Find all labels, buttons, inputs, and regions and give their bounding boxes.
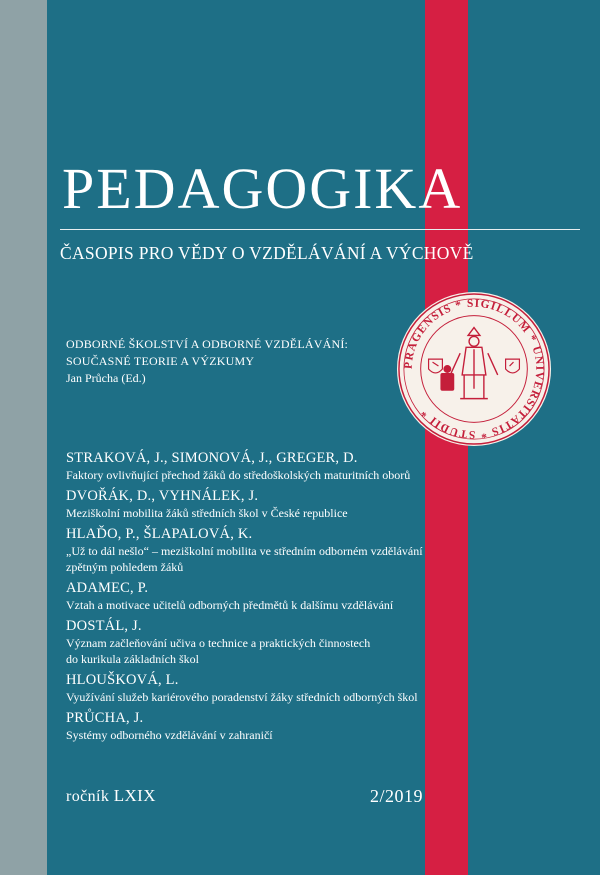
issue-theme (66, 336, 348, 387)
journal-title: PEDAGOGIKA (62, 156, 463, 221)
toc-title: Faktory ovlivňující přechod žáků do středoškolských maturitních oborů (66, 468, 411, 482)
svg-text:PRAGENSIS * SIGILLUM * UNIVERS: PRAGENSIS * SIGILLUM * UNIVERSITATIS * STUDII * (402, 297, 546, 441)
toc-entry (66, 579, 446, 613)
theme-line-1: ODBORNÉ ŠKOLSTVÍ A ODBORNÉ VZDĚLÁVÁNÍ: (66, 337, 349, 351)
toc-entry (66, 487, 446, 521)
toc-title: Vztah a motivace učitelů odborných předmětů k dalšímu vzdělávání (66, 598, 394, 612)
journal-subtitle: ČASOPIS PRO VĚDY O VZDĚLÁVÁNÍ A VÝCHOVĚ (60, 243, 474, 263)
toc-title: „Už to dál nešlo“ – meziškolní mobilita ve středním odborném vzdělávání (66, 544, 423, 558)
toc-authors: ADAMEC, P. (66, 580, 149, 596)
toc-entry (66, 449, 446, 483)
toc-title: Význam začleňování učiva o technice a praktických činnostech (66, 636, 371, 650)
theme-line-2: SOUČASNÉ TEORIE A VÝZKUMY (66, 354, 255, 368)
toc-authors: HLOUŠKOVÁ, L. (66, 672, 179, 688)
cover-spine-band (0, 0, 47, 875)
toc-entry (66, 709, 446, 743)
toc-authors: DOSTÁL, J. (66, 618, 142, 634)
table-of-contents (66, 428, 446, 743)
toc-title: Využívání služeb kariérového poradenství žáky středních odborných škol (66, 690, 418, 704)
toc-title: Systémy odborného vzdělávání v zahraničí (66, 728, 273, 742)
toc-title-cont: do kurikula základních škol (66, 652, 199, 666)
theme-editor: Jan Průcha (Ed.) (66, 371, 146, 385)
volume-info (66, 786, 156, 806)
toc-entry (66, 525, 446, 575)
toc-entry (66, 671, 446, 705)
volume-number: LXIX (113, 786, 156, 805)
toc-title: Meziškolní mobilita žáků středních škol v České republice (66, 506, 348, 520)
toc-entry (66, 617, 446, 667)
toc-authors: STRAKOVÁ, J., SIMONOVÁ, J., GREGER, D. (66, 450, 358, 466)
title-divider (60, 229, 580, 230)
university-seal-icon (395, 290, 553, 448)
toc-authors: DVOŘÁK, D., VYHNÁLEK, J. (66, 488, 259, 504)
toc-authors: PRŮCHA, J. (66, 710, 144, 726)
volume-label: ročník (66, 788, 110, 805)
toc-title-cont: zpětným pohledem žáků (66, 560, 184, 574)
issue-number: 2/2019 (370, 786, 424, 806)
toc-authors: HLAĎO, P., ŠLAPALOVÁ, K. (66, 526, 253, 542)
